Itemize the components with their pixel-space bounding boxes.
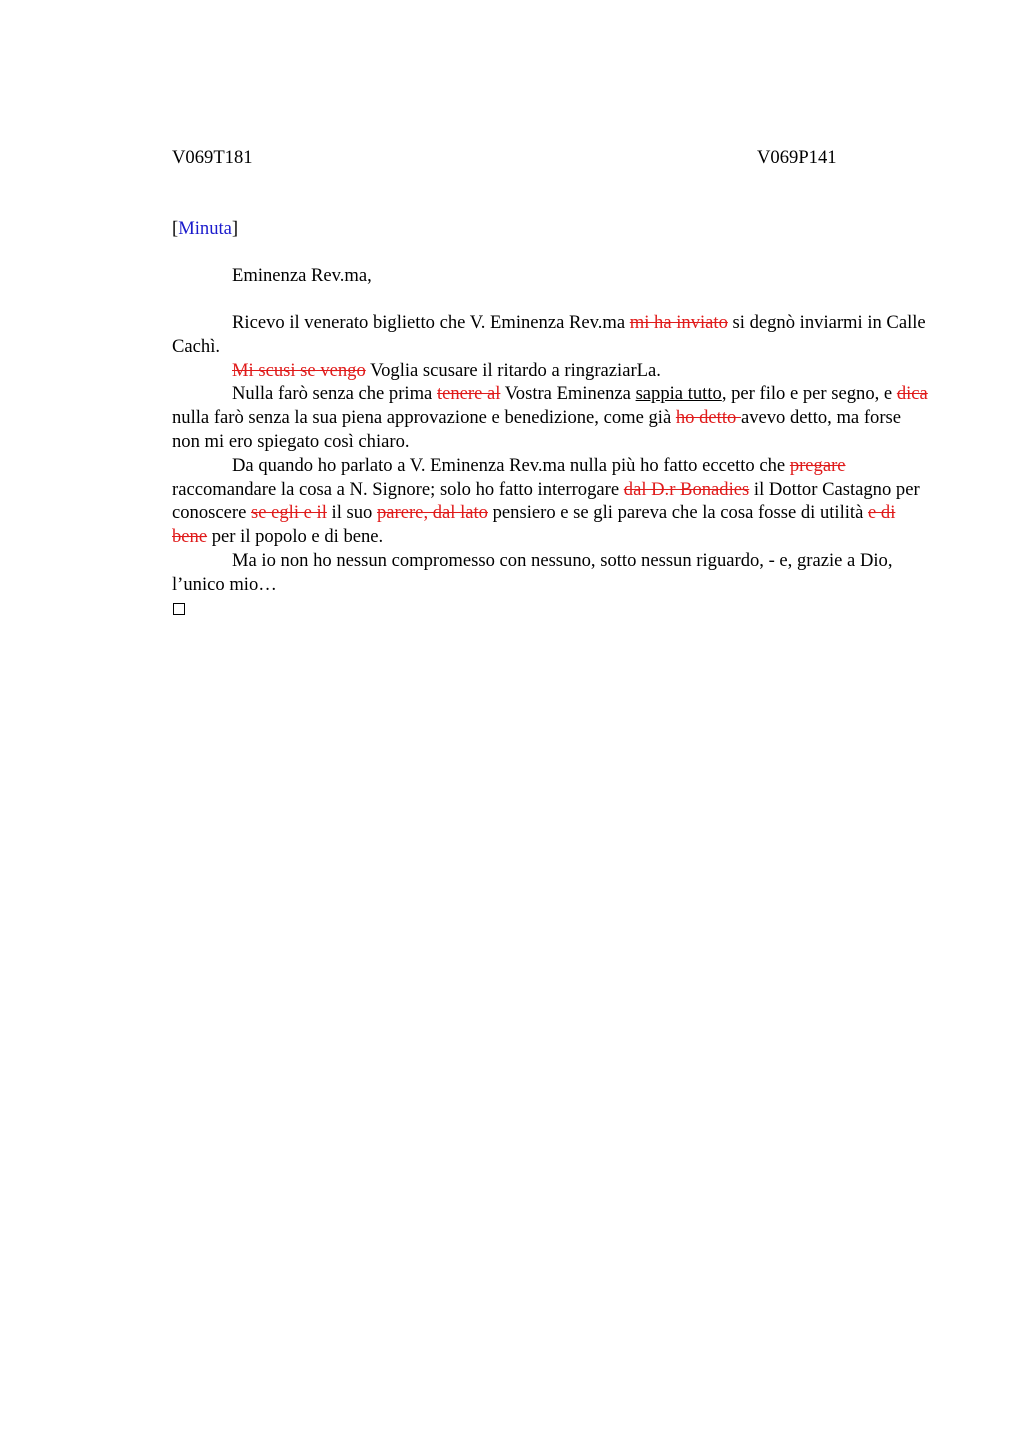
paragraph-text: pensiero e se gli pareva che la cosa fosse di utilità <box>487 502 868 524</box>
deleted-text: Mi scusi se vengo <box>232 359 366 381</box>
paragraph-text: avevo detto, ma forse non mi ero spiegato così chiaro. <box>172 407 902 452</box>
note-bracket-open: [ <box>172 218 179 239</box>
deleted-text: e di bene <box>172 502 896 548</box>
letter-paragraph <box>172 549 928 597</box>
deleted-text: dal D.r Bonadies <box>623 478 750 500</box>
deleted-text: ho detto <box>675 407 741 429</box>
underlined-text: sappia tutto <box>635 383 722 405</box>
paragraph-text: , per filo e per segno, e <box>721 383 897 405</box>
paragraph-text: il suo <box>326 502 377 524</box>
deleted-text: mi ha inviato <box>629 312 728 333</box>
letter-paragraph <box>172 382 928 453</box>
paragraph-text: nulla farò senza la sua piena approvazione e benedizione, come già <box>172 407 676 429</box>
deleted-text: se egli e il <box>250 502 327 524</box>
letter-body <box>172 311 928 597</box>
letter-paragraph <box>172 454 928 549</box>
square-outline-icon <box>173 603 185 615</box>
deleted-text: dica <box>896 383 928 405</box>
document-reference-right: V069P141 <box>757 147 837 168</box>
letter-paragraph <box>172 359 928 383</box>
paragraph-text: Ricevo il venerato biglietto che V. Eminenza Rev.ma <box>232 312 630 333</box>
letter-page <box>172 146 928 615</box>
paragraph-text: Ma io non ho nessun compromesso con nessuno, sotto nessun riguardo, - e, grazie a Dio, l’unico mio… <box>172 549 893 595</box>
document-reference-left: V069T181 <box>172 147 253 168</box>
editorial-note <box>172 217 928 241</box>
reference-header <box>172 146 928 170</box>
paragraph-text: il Dottor Castagno per conoscere <box>172 478 920 524</box>
paragraph-text: Da quando ho parlato a V. Eminenza Rev.ma nulla più ho fatto eccetto che <box>232 454 790 476</box>
paragraph-text: Voglia scusare il ritardo a ringraziarLa. <box>365 359 661 381</box>
deleted-text: parere, dal lato <box>377 502 488 524</box>
note-bracket-close: ] <box>231 218 239 239</box>
paragraph-text: Vostra Eminenza <box>500 383 636 405</box>
note-label: Minuta <box>178 218 232 239</box>
paragraph-text: si degnò inviarmi in Calle Cachì. <box>172 312 926 357</box>
paragraph-text: raccomandare la cosa a N. Signore; solo ho fatto interrogare <box>172 478 624 500</box>
deleted-text: pregare <box>789 454 846 476</box>
paragraph-text: Nulla farò senza che prima <box>232 383 437 405</box>
salutation: Eminenza Rev.ma, <box>232 265 372 286</box>
paragraph-text: per il popolo e di bene. <box>207 526 384 548</box>
letter-paragraph <box>172 311 928 359</box>
deleted-text: tenere al <box>436 383 501 405</box>
